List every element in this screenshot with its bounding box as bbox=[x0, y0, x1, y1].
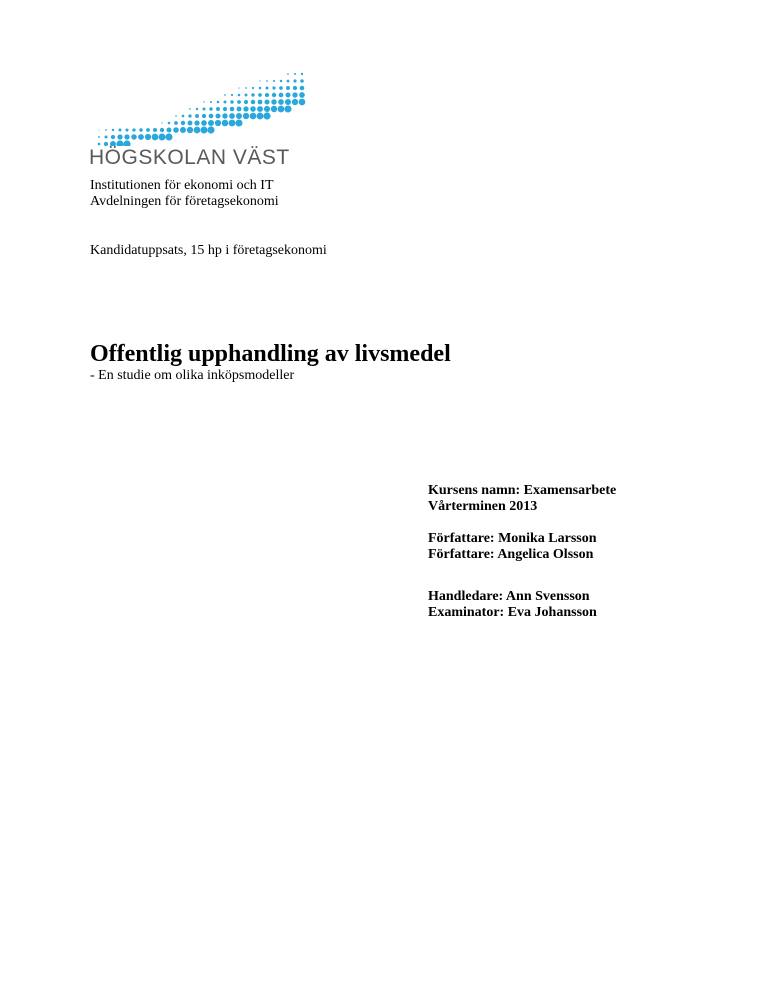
author-1: Författare: Monika Larsson bbox=[428, 531, 597, 546]
department-block bbox=[90, 178, 279, 210]
logo-wordmark: HÖGSKOLAN VÄST bbox=[89, 146, 290, 169]
supervisor: Handledare: Ann Svensson bbox=[428, 589, 590, 604]
division-name: Avdelningen för företagsekonomi bbox=[90, 194, 279, 209]
author-2: Författare: Angelica Olsson bbox=[428, 547, 594, 562]
examiner: Examinator: Eva Johansson bbox=[428, 605, 597, 620]
term: Vårterminen 2013 bbox=[428, 499, 538, 514]
course-name: Kursens namn: Examensarbete bbox=[428, 483, 617, 498]
document-title: Offentlig upphandling av livsmedel bbox=[90, 341, 451, 367]
thesis-info-block bbox=[428, 483, 616, 621]
thesis-type: Kandidatuppsats, 15 hp i företagsekonomi bbox=[90, 243, 327, 258]
document-subtitle: - En studie om olika inköpsmodeller bbox=[90, 368, 295, 383]
logo-dot-wave-icon bbox=[88, 64, 308, 146]
institution-name: Institutionen för ekonomi och IT bbox=[90, 178, 274, 193]
